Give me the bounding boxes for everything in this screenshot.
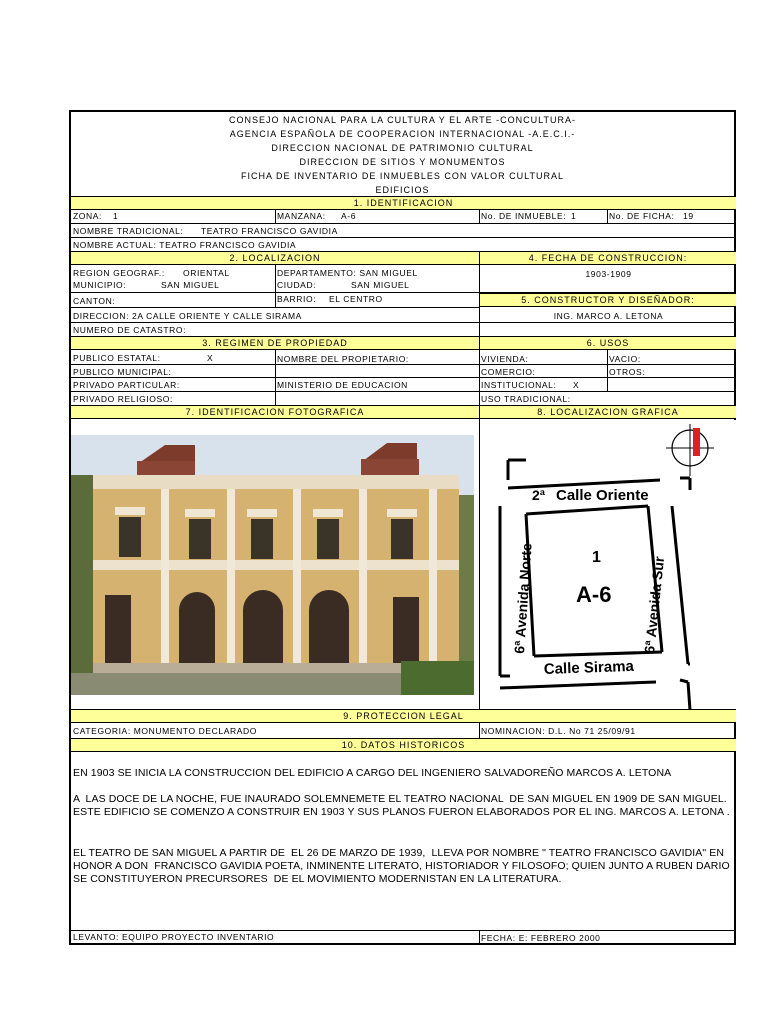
municipio-value: SAN MIGUEL <box>161 280 220 290</box>
header-line-1: CONSEJO NACIONAL PARA LA CULTURA Y EL ARTE -CONCULTURA- <box>229 115 576 125</box>
manzana-label: MANZANA: <box>277 211 326 221</box>
historico-paragraph-2: A LAS DOCE DE LA NOCHE, FUE INAURADO SOLEMNEMETE EL TEATRO NACIONAL DE SAN MIGUEL EN 1909 DE SAN MIGUEL. ESTE EDIFICIO SE COMENZO A CONSTRUIR EN 1903 Y SUS PLANOS FUERON ELABORADOS POR EL ING. MARCOS A. LETONA . <box>73 793 730 818</box>
privado-particular-label: PRIVADO PARTICULAR: <box>73 380 180 390</box>
manzana-value: A-6 <box>341 211 357 221</box>
uso-vivienda: VIVIENDA: <box>481 354 529 364</box>
historico-paragraph-1: EN 1903 SE INICIA LA CONSTRUCCION DEL EDIFICIO A CARGO DEL INGENIERO SALVADOREÑO MARCOS A. LETONA <box>73 767 672 779</box>
uso-comercio: COMERCIO: <box>481 367 536 377</box>
header-line-5: FICHA DE INVENTARIO DE INMUEBLES CON VALOR CULTURAL <box>240 171 565 181</box>
map-block-number: 1 <box>592 549 601 566</box>
section-fecha-construccion: 4. FECHA DE CONSTRUCCION: <box>479 251 736 265</box>
ciudad-label: CIUDAD: <box>277 280 317 290</box>
map-avenue-right: 6ª Avenida Sur <box>641 555 668 655</box>
ficha-value: 19 <box>683 211 694 221</box>
barrio-label: BARRIO: <box>277 294 317 304</box>
map-street-top: Calle Oriente <box>556 487 649 504</box>
zona-value: 1 <box>113 211 119 221</box>
departamento: DEPARTAMENTO: SAN MIGUEL <box>277 268 418 278</box>
nombre-tradicional-label: NOMBRE TRADICIONAL: <box>73 226 184 236</box>
map-avenue-left: 6ª Avenida Norte <box>511 542 535 655</box>
uso-institucional-value: X <box>573 380 580 390</box>
canton-label: CANTON: <box>73 296 116 306</box>
section-identificacion: 1. IDENTIFICACION <box>71 196 736 210</box>
constructor-value: ING. MARCO A. LETONA <box>553 311 664 321</box>
publico-estatal-label: PUBLICO ESTATAL: <box>73 353 161 363</box>
nombre-actual: NOMBRE ACTUAL: TEATRO FRANCISCO GAVIDIA <box>73 240 297 250</box>
header-line-6: EDIFICIOS <box>375 185 430 195</box>
section-foto: 7. IDENTIFICACION FOTOGRAFICA <box>71 405 479 419</box>
building-photo <box>71 435 474 695</box>
section-historicos: 10. DATOS HISTORICOS <box>71 738 736 752</box>
publico-municipal-label: PUBLICO MUNICIPAL: <box>73 367 172 377</box>
uso-vacio: VACIO: <box>609 354 641 364</box>
uso-institucional-label: INSTITUCIONAL: <box>481 380 557 390</box>
map-street-bottom: Calle Sirama <box>543 657 635 678</box>
historico-paragraph-3: EL TEATRO DE SAN MIGUEL A PARTIR DE EL 26 DE MARZO DE 1939, LLEVA POR NOMBRE " TEATRO FRANCISCO GAVIDIA" EN HONOR A DON FRANCISCO GAVIDIA POETA, INMINENTE LITERATO, HISTORIADOR Y FILOSOFO; QUIEN JUNTO A RUBEN DARIO SE CONSTITUYERON PRECURSORES DE EL MOVIMIENTO MODERNISTAN EN LA LITERATURA. <box>73 847 733 885</box>
section-localizacion: 2. LOCALIZACION <box>71 251 479 265</box>
inventory-form <box>69 110 736 945</box>
header-line-4: DIRECCION DE SITIOS Y MONUMENTOS <box>299 157 506 167</box>
nominacion: NOMINACION: D.L. No 71 25/09/91 <box>481 726 636 736</box>
privado-religioso-label: PRIVADO RELIGIOSO: <box>73 394 173 404</box>
publico-estatal-value: X <box>207 353 214 363</box>
catastro-label: NUMERO DE CATASTRO: <box>73 325 187 335</box>
map-street-top-prefix: 2ª <box>532 487 545 503</box>
region-label: REGION GEOGRAF.: <box>73 268 165 278</box>
propietario-label: NOMBRE DEL PROPIETARIO: <box>277 354 409 364</box>
inmueble-value: 1 <box>571 211 577 221</box>
inmueble-label: No. DE INMUEBLE: <box>481 211 567 221</box>
uso-tradicional-label: USO TRADICIONAL: <box>481 394 571 404</box>
section-localizacion-grafica: 8. LOCALIZACION GRAFICA <box>479 405 736 419</box>
ficha-label: No. DE FICHA: <box>609 211 675 221</box>
header-line-2: AGENCIA ESPAÑOLA DE COOPERACION INTERNACIONAL -A.E.C.I.- <box>229 129 576 139</box>
section-constructor: 5. CONSTRUCTOR Y DISEÑADOR: <box>479 293 736 307</box>
fecha-construccion-value: 1903-1909 <box>585 269 632 279</box>
header-line-3: DIRECCION NACIONAL DE PATRIMONIO CULTURAL <box>271 143 534 153</box>
propietario-value: MINISTERIO DE EDUCACION <box>277 380 408 390</box>
municipio-label: MUNICIPIO: <box>73 280 127 290</box>
categoria: CATEGORIA: MONUMENTO DECLARADO <box>73 726 257 736</box>
section-usos: 6. USOS <box>479 336 736 350</box>
map-block-code: A-6 <box>576 582 612 607</box>
section-regimen: 3. REGIMEN DE PROPIEDAD <box>71 336 479 350</box>
fecha-levantamiento: FECHA: E: FEBRERO 2000 <box>481 933 601 943</box>
location-map <box>480 420 736 710</box>
region-value: ORIENTAL <box>183 268 230 278</box>
uso-otros: OTROS: <box>609 367 646 377</box>
nombre-tradicional-value: TEATRO FRANCISCO GAVIDIA <box>201 226 338 236</box>
zona-label: ZONA: <box>73 211 102 221</box>
levanto: LEVANTO: EQUIPO PROYECTO INVENTARIO <box>73 932 275 942</box>
barrio-value: EL CENTRO <box>329 294 383 304</box>
ciudad-value: SAN MIGUEL <box>351 280 410 290</box>
direccion: DIRECCION: 2A CALLE ORIENTE Y CALLE SIRAMA <box>73 311 302 321</box>
section-proteccion: 9. PROTECCION LEGAL <box>71 709 736 723</box>
